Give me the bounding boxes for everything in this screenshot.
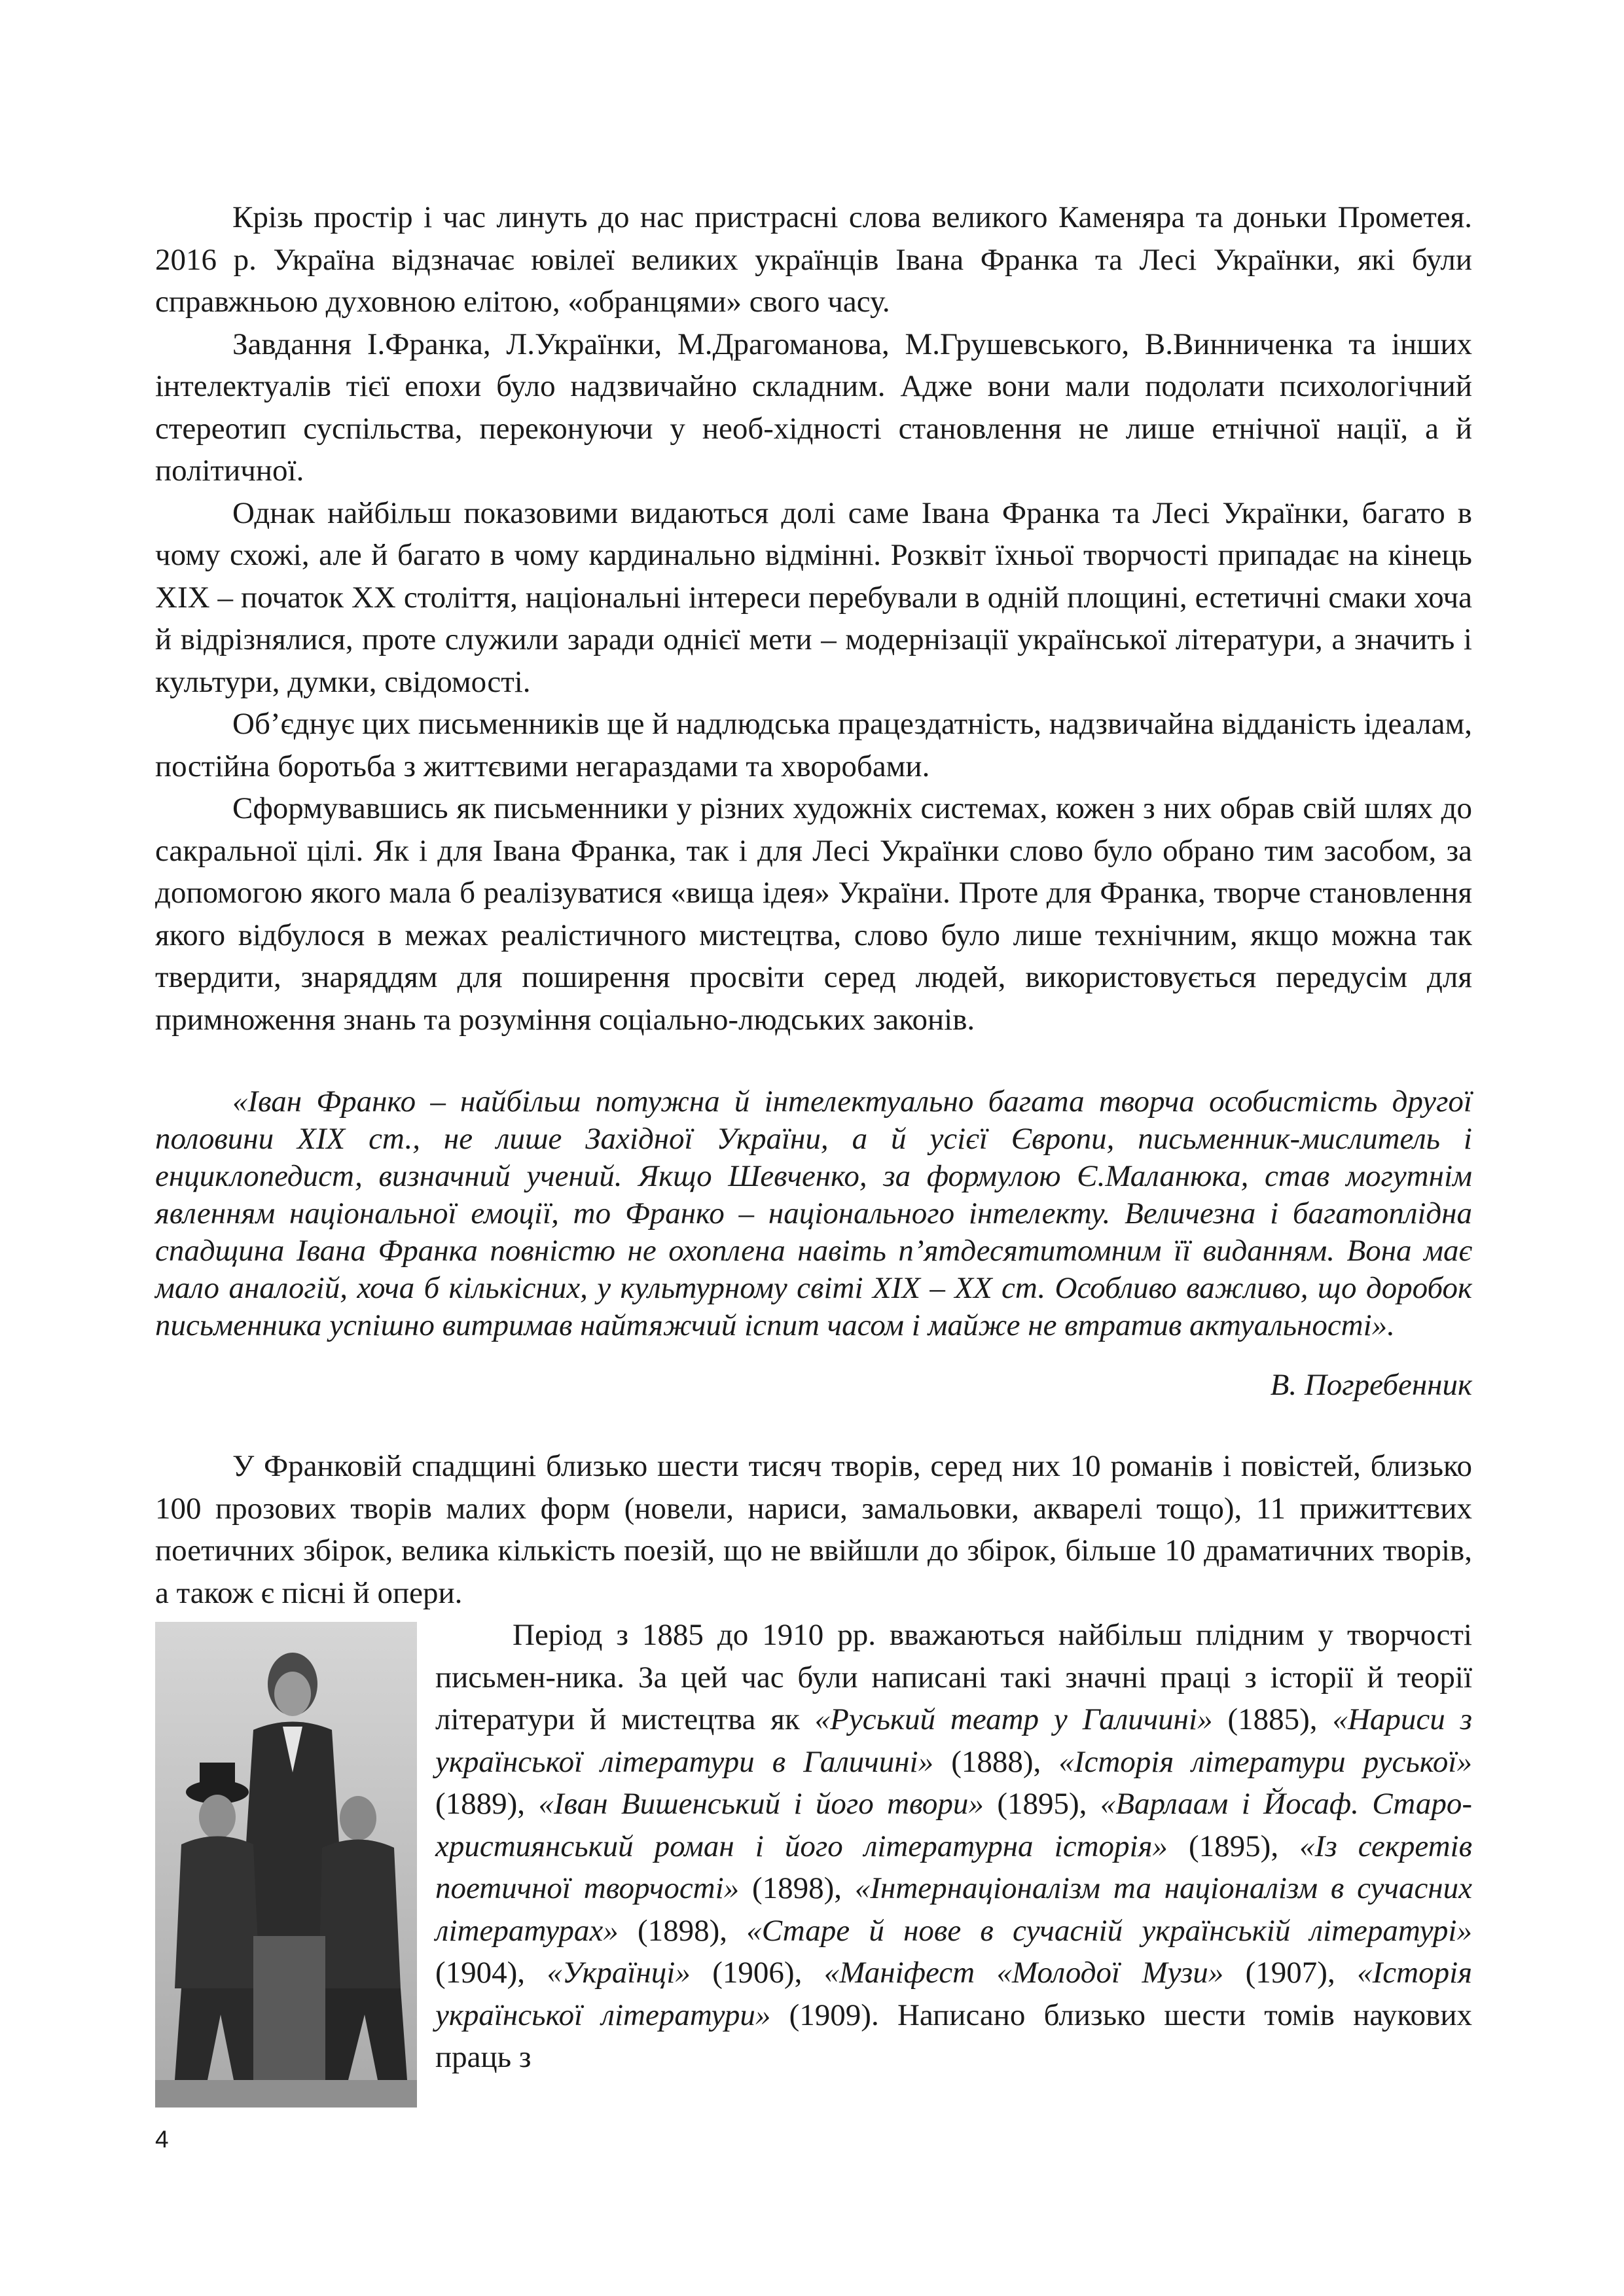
work-title: «Інтернаціоналізм та націоналізм в сучасних літературах»: [435, 1871, 1472, 1948]
work-year: (1889),: [435, 1787, 539, 1821]
works-intro: Період з 1885 до 1910 рр. вважаються найбільш плідним у творчості письмен-ника. За цей час були написані такі значні праці з історії й теорії літератури й мистецтва як: [435, 1618, 1472, 1736]
paragraph-5: Сформувавшись як письменники у різних художніх системах, кожен з них обрав свій шлях до сакральної цілі. Як і для Івана Франка, так і для Лесі Українки слово було обрано тим засобом, за допомогою якого мала б реалізуватися «вища ідея» України. Проте для Франка, творче становлення якого відбулося в межах реалістичного мистецтва, слово було лише технічним, якщо можна так твердити, знаряддям для поширення просвіти серед людей, використовується передусім для примноження знань та розуміння соціально-людських законів.: [155, 791, 1472, 1037]
work-year: (1895),: [983, 1787, 1100, 1821]
work-year: (1898),: [618, 1913, 747, 1948]
work-year: (1888),: [933, 1744, 1059, 1779]
work-title: «Із секретів поетичної творчості»: [435, 1829, 1472, 1905]
work-title: «Українці»: [547, 1956, 691, 1990]
work-year: (1895),: [1167, 1829, 1300, 1863]
work-title: «Нариси з української літератури в Галичині»: [435, 1702, 1473, 1779]
works-outro: Написано близько шести томів наукових праць з: [435, 1998, 1472, 2074]
paragraph-1: Крізь простір і час линуть до нас пристрасні слова великого Каменяра та доньки Прометея. 2016 р. Україна відзначає ювілеї великих українців Івана Франка та Лесі Українки, які були справжньою духовною елітою, «обранцями» свого часу.: [155, 200, 1472, 319]
work-title: «Іван Вишенський і його твори»: [538, 1787, 984, 1821]
work-year: (1898),: [739, 1871, 855, 1905]
work-year: (1885),: [1212, 1702, 1333, 1736]
work-title: «Історія літератури руської»: [1058, 1744, 1472, 1779]
page-body: [155, 196, 1472, 2113]
work-year: (1904),: [435, 1956, 547, 1990]
works-list: [435, 1702, 1472, 2032]
quote-author: В. Погребенник: [1270, 1368, 1472, 1402]
quote-text: «Іван Франко – найбільш потужна й інтелектуально багата творча особистість другої половини XIX ст., не лише Західної України, а й усієї Європи, письменник-мислитель і енциклопедист, визначний учений. Якщо Шевченко, за формулою Є.Маланюка, став могутнім явленням національної емоції, то Франко – національного інтелекту. Величезна і багатоплідна спадщина Івана Франка повністю не охоплена навіть п’ятдесятитомним її виданням. Вона має мало аналогій, хоча б кількісних, у культурному світі XIX – XX ст. Особливо важливо, що доробок письменника успішно витримав найтяжчий іспит часом і майже не втратив актуальності».: [155, 1085, 1472, 1342]
work-title: «Руський театр у Галичині»: [814, 1702, 1213, 1736]
page-number: 4: [155, 2126, 169, 2153]
portrait-photo-image: [155, 1622, 417, 2108]
work-title: «Маніфест «Молодої Музи»: [823, 1956, 1224, 1990]
work-title: «Варлаам і Йосаф. Старо-християнський роман і його літературна історія»: [435, 1787, 1472, 1863]
paragraph-4: Об’єднує цих письменників ще й надлюдська працездатність, надзвичайна відданість ідеалам, постійна боротьба з життєвими негараздами та хворобами.: [155, 707, 1472, 783]
work-title: «Історія української літератури»: [435, 1956, 1472, 2032]
work-year: (1906),: [690, 1956, 824, 1990]
vintage-group-portrait-photo: [155, 1622, 417, 2108]
work-title: «Старе й нове в сучасній українській літературі»: [746, 1913, 1472, 1948]
work-year: (1907),: [1223, 1956, 1358, 1990]
paragraph-2: Завдання І.Франка, Л.Українки, М.Драгоманова, М.Грушевського, В.Винниченка та інших інтелектуалів тієї епохи було надзвичайно складним. Адже вони мали подолати психологічний стереотип суспільства, переконуючи у необ-хідності становлення не лише етнічної нації, а й політичної.: [155, 327, 1472, 488]
paragraph-6: У Франковій спадщині близько шести тисяч творів, серед них 10 романів і повістей, близько 100 прозових творів малих форм (новели, нариси, замальовки, акварелі тощо), 11 прижиттєвих поетичних збірок, велика кількість поезій, що не ввійшли до збірок, більше 10 драматичних творів, а також є пісні й опери.: [155, 1449, 1472, 1610]
paragraph-3: Однак найбільш показовими видаються долі саме Івана Франка та Лесі Українки, багато в чому схожі, але й багато в чому кардинально відмінні. Розквіт їхньої творчості припадає на кінець XIX – початок XX століття, національні інтереси перебували в одній площині, естетичні смаки хоча й відрізнялися, проте служили заради однієї мети – модернізації української літератури, а значить і культури, думки, свідомості.: [155, 495, 1472, 699]
work-year: (1909).: [770, 1998, 897, 2032]
